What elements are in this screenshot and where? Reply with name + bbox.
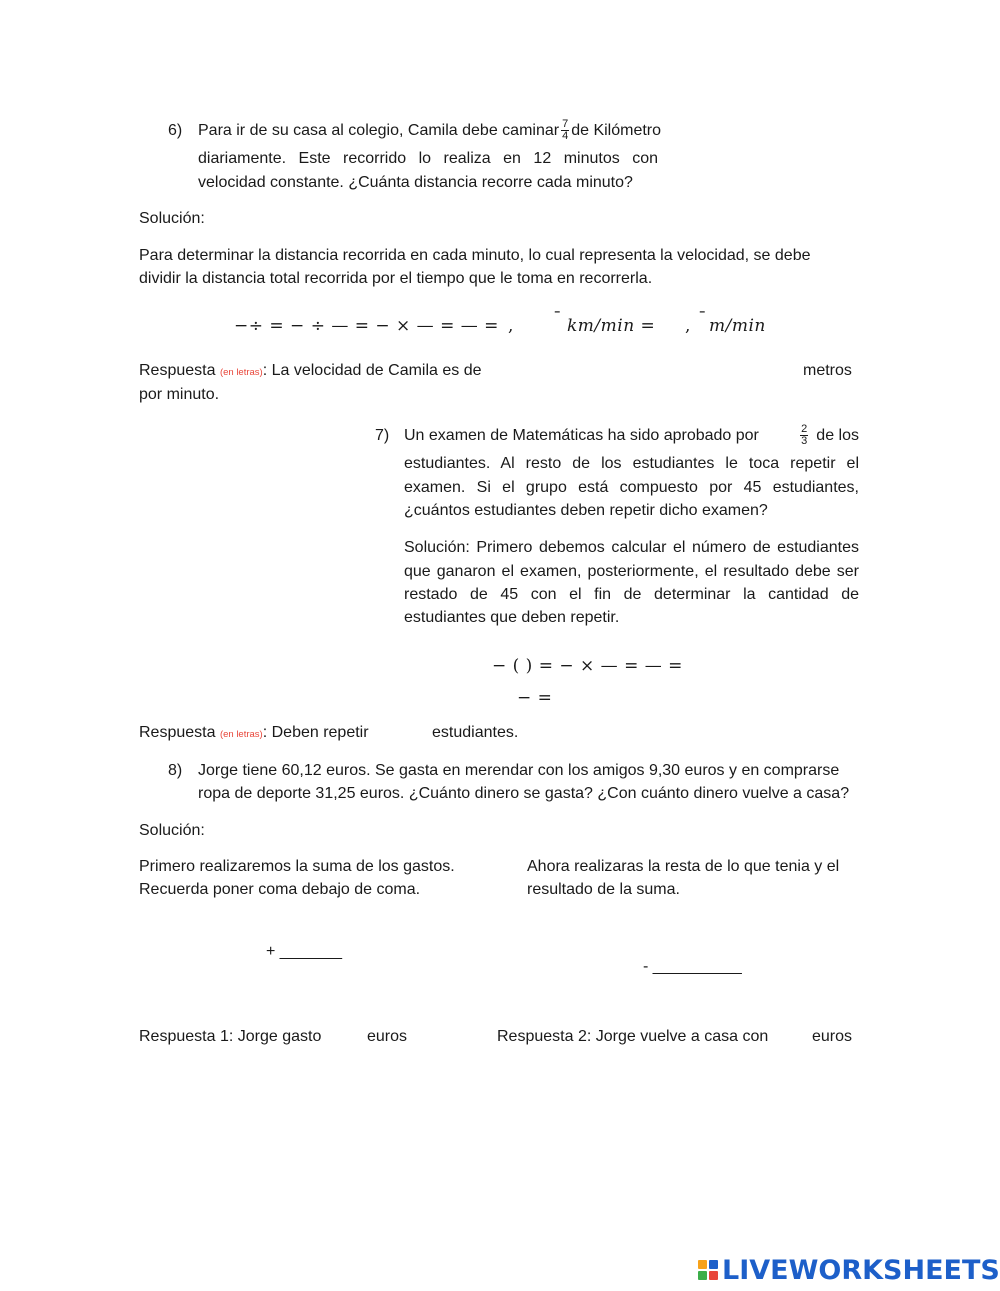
problem-6-equation-comma-1: , (508, 316, 514, 336)
problem-6-number: 6) (168, 122, 183, 139)
problem-6-answer-unit: metros (803, 362, 852, 379)
problem-8-left-instruction-2: Recuerda poner coma debajo de coma. (139, 881, 421, 898)
problem-8-right-instruction-2: resultado de la suma. (527, 881, 680, 898)
fraction-denominator: 4 (562, 130, 569, 142)
problem-7-number: 7) (375, 427, 390, 444)
problem-6-solution-label: Solución: (139, 210, 205, 227)
fraction-two-thirds (800, 424, 808, 447)
answer-text: : La velocidad de Camila es de (262, 362, 482, 379)
problem-6-line-1 (198, 118, 662, 142)
problem-8-right-instruction-1: Ahora realizaras la resta de lo que tenia y el (527, 858, 840, 875)
fraction-numerator: 7 (562, 118, 569, 130)
problem-6-unit-m-min: m/min (709, 316, 766, 336)
logo-text: LIVEWORKSHEETS (722, 1254, 1000, 1286)
problem-6-text-before: Para ir de su casa al colegio, Camila debe caminar (198, 122, 560, 139)
problem-8-answer-2-unit: euros (812, 1028, 853, 1045)
problem-6-equation-comma-2: , (685, 316, 691, 336)
problem-8-answer-2-label: Respuesta 2: Jorge vuelve a casa con (497, 1028, 769, 1045)
answer-label: Respuesta (139, 362, 216, 379)
problem-6-line-3: velocidad constante. ¿Cuánta distancia recorre cada minuto? (198, 174, 633, 191)
problem-6-answer (139, 359, 482, 384)
problem-7-equation-2: − = (517, 688, 553, 708)
fraction-seven-fourths (561, 119, 569, 142)
fraction-denominator: 3 (801, 435, 808, 447)
sum-operation-line: + _______ (266, 943, 343, 960)
subtraction-operation-line: - __________ (643, 958, 742, 975)
problem-6-equation-bar-1: ¯ (553, 309, 562, 329)
problem-8-left-instruction-1: Primero realizaremos la suma de los gastos. (139, 858, 455, 875)
problem-7-answer-unit: estudiantes. (432, 724, 519, 741)
problem-6-explanation-1: Para determinar la distancia recorrida en cada minuto, lo cual representa la velocidad, se debe (139, 247, 811, 264)
problem-8-number: 8) (168, 762, 183, 779)
problem-8-answer-1-label: Respuesta 1: Jorge gasto (139, 1028, 322, 1045)
problem-7-solution-2: que ganaron el examen, posteriormente, el resultado debe ser (404, 563, 859, 580)
logo-block (709, 1271, 718, 1280)
problem-7-line-1 (404, 424, 859, 447)
problem-6-equation: −÷ = − ÷ — = − × — = — = (234, 316, 499, 336)
problem-6-line-2: diariamente. Este recorrido lo realiza en 12 minutos con (198, 150, 658, 167)
problem-7-solution-1: Solución: Primero debemos calcular el número de estudiantes (404, 539, 859, 556)
problem-7-answer (139, 721, 369, 746)
problem-7-solution-4: estudiantes que deben repetir. (404, 609, 620, 626)
logo-block (698, 1260, 707, 1269)
problem-7-line-4: ¿cuántos estudiantes deben repetir dicho examen? (404, 502, 768, 519)
fraction-numerator: 2 (801, 423, 808, 435)
problem-6-unit-km-min: km/min = (567, 316, 656, 336)
problem-6-explanation-2: dividir la distancia total recorrida por el tiempo que le toma en recorrerla. (139, 270, 653, 287)
answer-note: (en letras) (219, 367, 263, 378)
logo-block (709, 1260, 718, 1269)
problem-7-equation-1: − ( ) = − × — = — = (492, 656, 683, 676)
problem-8-solution-label: Solución: (139, 822, 205, 839)
problem-7-line-2: estudiantes. Al resto de los estudiantes le toca repetir el (404, 455, 859, 472)
problem-8-line-1: Jorge tiene 60,12 euros. Se gasta en merendar con los amigos 9,30 euros y en comprarse (198, 762, 840, 779)
problem-6-equation-bar-2: ¯ (698, 309, 707, 329)
answer-text: : Deben repetir (262, 724, 369, 741)
answer-label: Respuesta (139, 724, 216, 741)
problem-7-line-3: examen. Si el grupo está compuesto por 45 estudiantes, (404, 479, 859, 496)
problem-6-text-after: de Kilómetro (571, 122, 662, 139)
problem-8-line-2: ropa de deporte 31,25 euros. ¿Cuánto dinero se gasta? ¿Con cuánto dinero vuelve a casa? (198, 785, 850, 802)
problem-7-text-before: Un examen de Matemáticas ha sido aprobado por (404, 427, 759, 444)
problem-7-fraction-group (798, 424, 859, 447)
answer-note: (en letras) (219, 729, 263, 740)
problem-7-solution-3: restado de 45 con el fin de determinar la cantidad de (404, 586, 859, 603)
problem-7-text-after: de los (816, 427, 859, 444)
logo-blocks-icon (698, 1260, 718, 1280)
problem-6-answer-tail: por minuto. (139, 386, 220, 403)
liveworksheets-logo (698, 1254, 1000, 1286)
logo-block (698, 1271, 707, 1280)
problem-8-answer-1-unit: euros (367, 1028, 408, 1045)
